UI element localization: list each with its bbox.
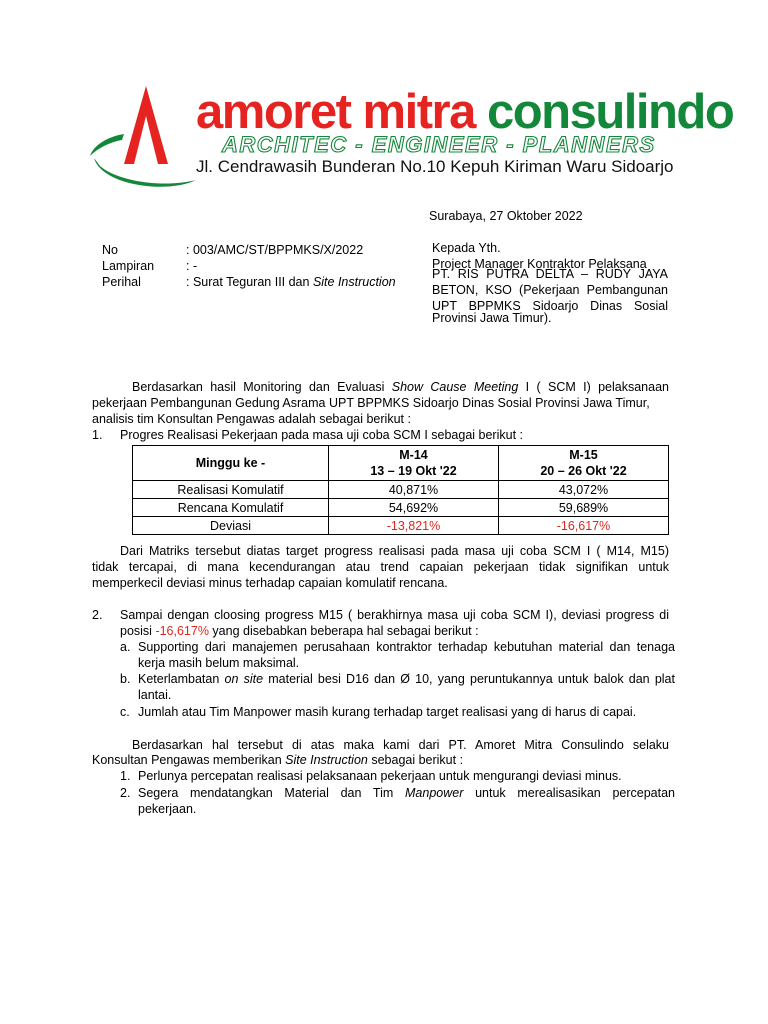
row-value-m14: 40,871%: [329, 481, 499, 499]
table-row: [133, 481, 669, 499]
point2-number: 2.: [92, 608, 103, 622]
instr2-l1a: Segera mendatangkan Material dan Tim: [138, 786, 405, 800]
company-name-word1: amoret: [196, 85, 351, 139]
list-item-mark-c: c.: [120, 705, 130, 719]
instr2-italic: Manpower: [405, 786, 464, 800]
recipient-line5: Provinsi Jawa Timur).: [432, 311, 552, 325]
list-item-c-line1: Jumlah atau Tim Manpower masih kurang terhadap target realisasi yang di harus di capai.: [138, 705, 637, 719]
meta-label-perihal: Perihal: [102, 275, 141, 289]
perihal-italic: Site Instruction: [312, 275, 396, 289]
row-label: Realisasi Komulatif: [133, 481, 329, 499]
meta-value-perihal: [186, 274, 396, 290]
meta-label-no: No: [102, 243, 118, 257]
row-value-m15: -16,617%: [499, 517, 669, 535]
row-label: Deviasi: [133, 517, 329, 535]
table-header-m15: [499, 446, 669, 481]
row-value-m14: 54,692%: [329, 499, 499, 517]
item-b-l1c: material besi D16 dan Ø 10, yang peruntukannya untuk balok dan plat: [263, 672, 675, 686]
instr2-l1c: untuk merealisasikan percepatan: [463, 786, 675, 800]
closing-line2: [92, 752, 463, 768]
instruction-2-line1: [138, 785, 675, 801]
list-item-b-line1: [138, 671, 675, 687]
meta-value-no: : 003/AMC/ST/BPPMKS/X/2022: [186, 243, 364, 257]
instruction-mark-1: 1.: [120, 769, 131, 783]
list-item-mark-a: a.: [120, 640, 131, 654]
m14-title: M-14: [399, 448, 428, 462]
m15-dates: 20 – 26 Okt '22: [540, 464, 627, 478]
recipient-greeting: Kepada Yth.: [432, 241, 501, 255]
intro-l1a: Berdasarkan hasil Monitoring dan Evaluasi: [132, 380, 392, 394]
intro-line1: [132, 379, 669, 395]
closing-l2a: Konsultan Pengawas memberikan: [92, 753, 286, 767]
logo-green-swoosh: [94, 158, 196, 187]
company-name-word2: mitra: [362, 85, 475, 139]
company-address: Jl. Cendrawasih Bunderan No.10 Kepuh Kiriman Waru Sidoarjo: [196, 157, 674, 176]
recipient-line3: BETON, KSO (Pekerjaan Pembangunan: [432, 283, 668, 297]
table-row: [133, 517, 669, 535]
closing-italic: Site Instruction: [285, 753, 368, 767]
closing-l2c: sebagai berikut :: [367, 753, 464, 767]
meta-label-lampiran: Lampiran: [102, 259, 155, 273]
intro-l1b-italic: Show Cause Meeting: [391, 380, 519, 394]
company-name-word3: consulindo: [486, 85, 734, 139]
meta-value-lampiran: : -: [186, 259, 198, 273]
table-header-row: [133, 446, 669, 481]
row-value-m14: -13,821%: [329, 517, 499, 535]
matrix-line2: tidak tercapai, di mana kecendurangan atau trend capaian pekerjaan tidak signifikan untuk: [92, 560, 669, 574]
m15-title: M-15: [569, 448, 598, 462]
recipient-line1: Project Manager Kontraktor Pelaksana: [432, 257, 647, 271]
recipient-line4: UPT BPPMKS Sidoarjo Dinas Sosial: [432, 299, 668, 313]
intro-line2: pekerjaan Pembangunan Gedung Asrama UPT BPPMKS Sidoarjo Dinas Sosial Provinsi Jawa Timur,: [92, 396, 650, 410]
point1-text: Progres Realisasi Pekerjaan pada masa uji coba SCM I sebagai berikut :: [120, 428, 523, 442]
date-line: Surabaya, 27 Oktober 2022: [429, 209, 583, 223]
intro-l1c: I ( SCM I) pelaksanaan: [518, 380, 669, 394]
closing-line1: Berdasarkan hal tersebut di atas maka kami dari PT. Amoret Mitra Consulindo selaku: [132, 738, 669, 752]
list-item-a-line1: Supporting dari manajemen perusahaan kontraktor terhadap kebutuhan material dan tenaga: [138, 640, 675, 654]
list-item-b-line2: lantai.: [138, 688, 172, 702]
matrix-line3: memperkecil deviasi minus terhadap capaian komulatif rencana.: [92, 576, 448, 590]
point2-line1: Sampai dengan cloosing progress M15 ( berakhirnya masa uji coba SCM I), deviasi progress di: [120, 608, 669, 622]
instruction-1-line1: Perlunya percepatan realisasi pelaksanaan pekerjaan untuk mengurangi deviasi minus.: [138, 769, 622, 783]
point2-line2: [120, 623, 479, 639]
row-label: Rencana Komulatif: [133, 499, 329, 517]
progress-table: [132, 445, 669, 535]
table-header-m14: [329, 446, 499, 481]
item-b-italic: on site: [224, 672, 264, 686]
list-item-mark-b: b.: [120, 672, 131, 686]
table-header-label: Minggu ke -: [133, 446, 329, 481]
matrix-line1: Dari Matriks tersebut diatas target progress realisasi pada masa uji coba SCM I ( M14, M15): [120, 544, 669, 558]
company-logo: [88, 82, 200, 194]
point2-deviation: -16,617%: [155, 624, 209, 638]
point2-l2c: yang disebabkan beberapa hal sebagai berikut :: [208, 624, 479, 638]
perihal-prefix: : Surat Teguran III dan: [186, 275, 313, 289]
logo-green-leaf: [90, 134, 124, 156]
m14-dates: 13 – 19 Okt '22: [370, 464, 457, 478]
company-tagline: ARCHITEC - ENGINEER - PLANNERS: [222, 132, 656, 157]
table-row: [133, 499, 669, 517]
row-value-m15: 59,689%: [499, 499, 669, 517]
instruction-mark-2: 2.: [120, 786, 131, 800]
item-b-l1a: Keterlambatan: [138, 672, 225, 686]
instruction-2-line2: pekerjaan.: [138, 802, 197, 816]
point2-l2a: posisi: [120, 624, 156, 638]
list-item-a-line2: kerja masih belum maksimal.: [138, 656, 300, 670]
logo-red-a: [124, 86, 168, 164]
point1-number: 1.: [92, 428, 103, 442]
recipient-line2: PT. RIS PUTRA DELTA – RUDY JAYA: [432, 267, 668, 281]
intro-line3: analisis tim Konsultan Pengawas adalah sebagai berikut :: [92, 412, 411, 426]
row-value-m15: 43,072%: [499, 481, 669, 499]
